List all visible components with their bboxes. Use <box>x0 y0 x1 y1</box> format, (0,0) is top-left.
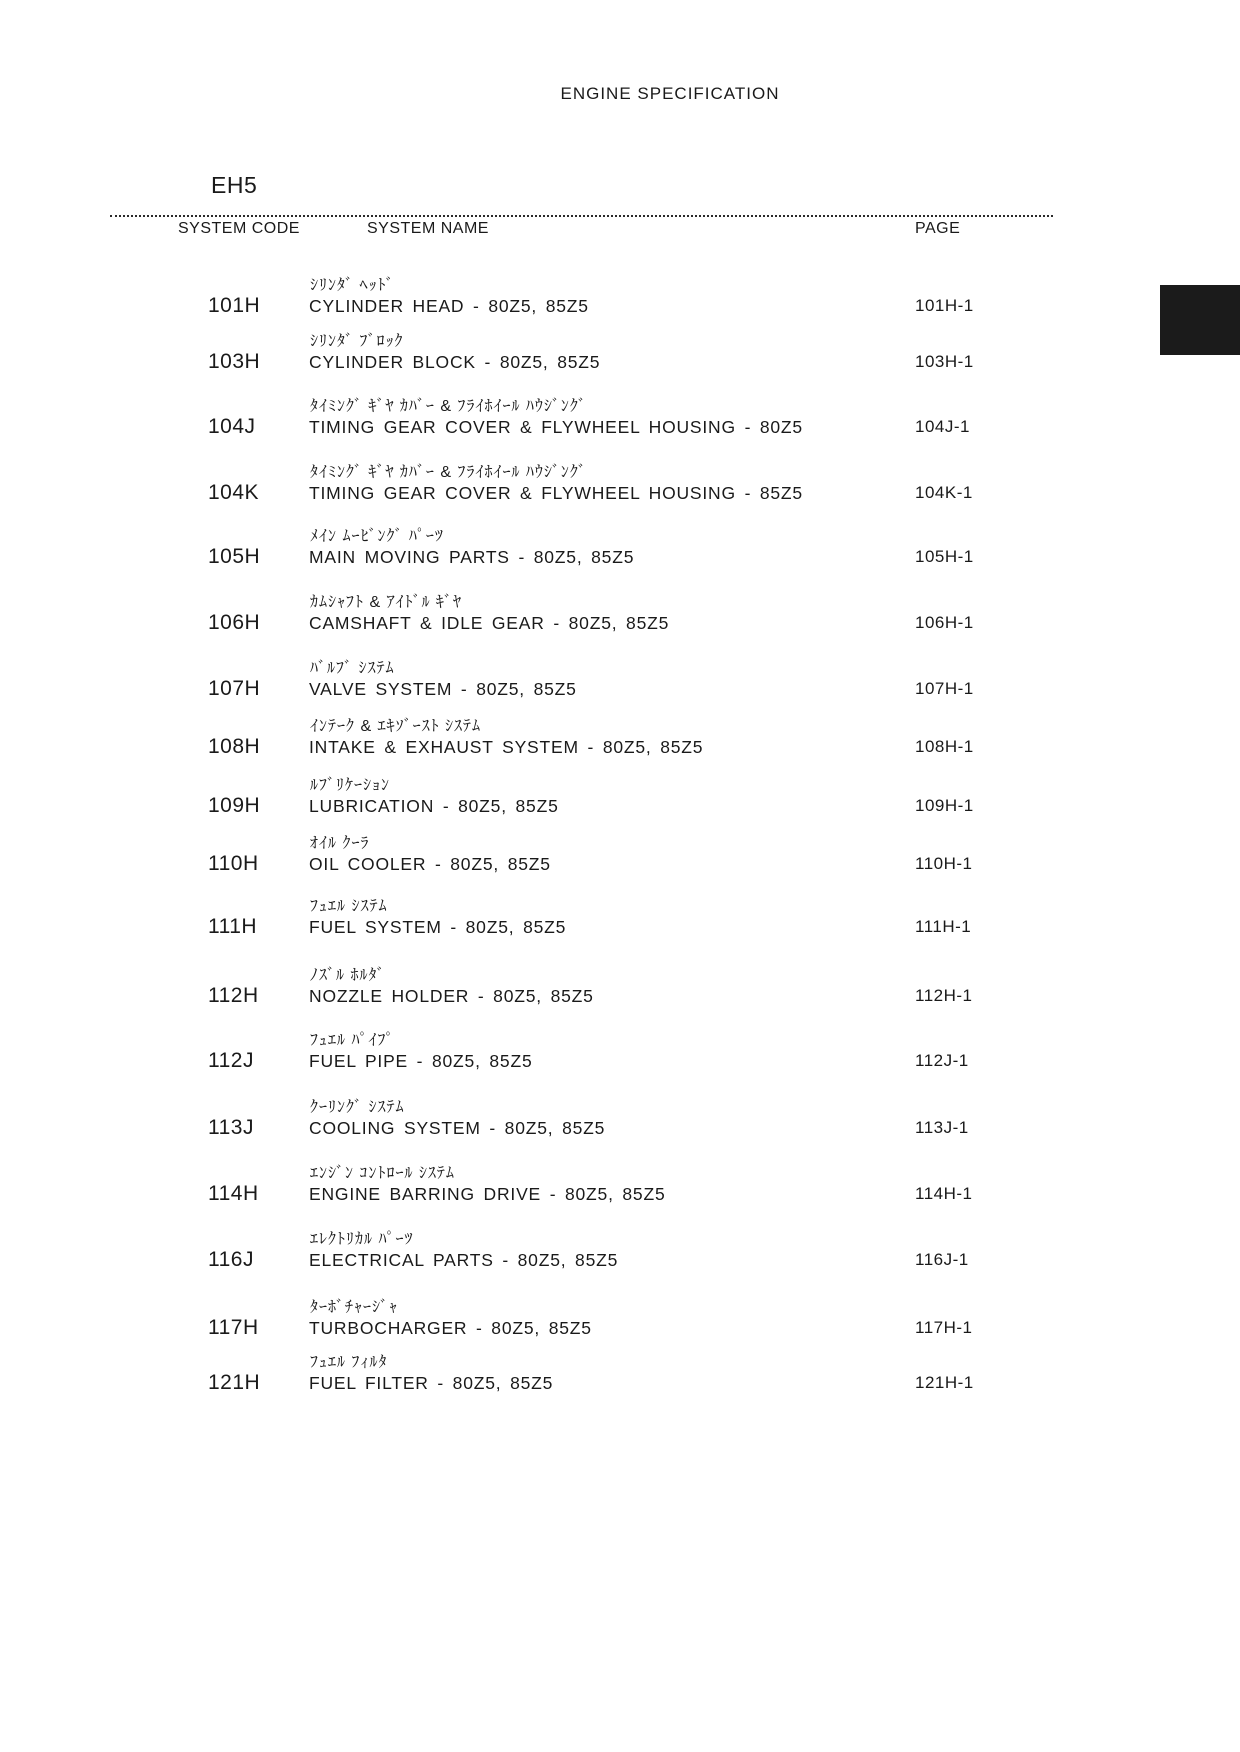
system-name-japanese: ｲﾝﾃｰｸ & ｴｷｿﾞｰｽﾄ ｼｽﾃﾑ <box>310 718 482 735</box>
system-code: 109H <box>208 794 261 817</box>
system-name: TIMING GEAR COVER & FLYWHEEL HOUSING - 80Z5 <box>309 417 803 437</box>
page-reference: 106H-1 <box>915 613 974 632</box>
page-reference: 103H-1 <box>915 352 974 371</box>
table-row <box>0 1027 1240 1083</box>
table-row <box>0 1226 1240 1282</box>
system-name-japanese: ﾌｭｴﾙ ﾊﾟｲﾌﾟ <box>310 1032 395 1049</box>
page-reference: 110H-1 <box>915 854 973 873</box>
table-row <box>0 893 1240 949</box>
system-name: CAMSHAFT & IDLE GEAR - 80Z5, 85Z5 <box>309 613 670 633</box>
table-row <box>0 393 1240 449</box>
page-reference: 104K-1 <box>915 483 973 502</box>
table-row <box>0 713 1240 769</box>
column-header-system-name: SYSTEM NAME <box>367 220 489 237</box>
page-reference: 114H-1 <box>915 1184 973 1203</box>
table-row <box>0 962 1240 1018</box>
system-name-japanese: ｼﾘﾝﾀﾞ ﾍｯﾄﾞ <box>310 277 395 294</box>
system-name: CYLINDER HEAD - 80Z5, 85Z5 <box>309 296 589 316</box>
table-row <box>0 655 1240 711</box>
system-code: 116J <box>208 1248 254 1271</box>
system-name: OIL COOLER - 80Z5, 85Z5 <box>309 854 551 874</box>
table-row <box>0 1160 1240 1216</box>
page-reference: 108H-1 <box>915 737 974 756</box>
system-name: VALVE SYSTEM - 80Z5, 85Z5 <box>309 679 577 699</box>
page-reference: 121H-1 <box>915 1373 974 1392</box>
system-name: LUBRICATION - 80Z5, 85Z5 <box>309 796 559 816</box>
system-name-japanese: ﾉｽﾞﾙ ﾎﾙﾀﾞ <box>310 967 386 984</box>
system-name: ENGINE BARRING DRIVE - 80Z5, 85Z5 <box>309 1184 666 1204</box>
system-name: FUEL SYSTEM - 80Z5, 85Z5 <box>309 917 567 937</box>
system-code: 104K <box>208 481 260 504</box>
system-name-japanese: ﾌｭｴﾙ ﾌｨﾙﾀ <box>310 1354 388 1371</box>
system-name-japanese: ｸｰﾘﾝｸﾞ ｼｽﾃﾑ <box>310 1099 405 1116</box>
system-name-japanese: ﾀｲﾐﾝｸﾞ ｷﾞﾔ ｶﾊﾞｰ & ﾌﾗｲﾎｲｰﾙ ﾊｳｼﾞﾝｸﾞ <box>310 398 587 415</box>
system-code: 106H <box>208 611 261 634</box>
page-reference: 116J-1 <box>915 1250 969 1269</box>
document-title: ENGINE SPECIFICATION <box>560 84 780 103</box>
table-row <box>0 1294 1240 1350</box>
table-row <box>0 1094 1240 1150</box>
page-reference: 107H-1 <box>915 679 974 698</box>
system-code: 108H <box>208 735 261 758</box>
system-code: 121H <box>208 1371 261 1394</box>
system-name: COOLING SYSTEM - 80Z5, 85Z5 <box>309 1118 606 1138</box>
system-code: 105H <box>208 545 261 568</box>
system-code: 114H <box>208 1182 259 1205</box>
page-reference: 101H-1 <box>915 296 974 315</box>
system-name-japanese: ﾀｰﾎﾞﾁｬｰｼﾞｬ <box>310 1299 399 1316</box>
system-name: NOZZLE HOLDER - 80Z5, 85Z5 <box>309 986 594 1006</box>
system-name-japanese: ﾀｲﾐﾝｸﾞ ｷﾞﾔ ｶﾊﾞｰ & ﾌﾗｲﾎｲｰﾙ ﾊｳｼﾞﾝｸﾞ <box>310 464 587 481</box>
system-name-japanese: ｼﾘﾝﾀﾞ ﾌﾞﾛｯｸ <box>310 333 404 350</box>
page-reference: 111H-1 <box>915 917 972 936</box>
section-index-tab <box>1160 285 1240 355</box>
system-code: 104J <box>208 415 256 438</box>
page-reference: 104J-1 <box>915 417 970 436</box>
table-row <box>0 328 1240 384</box>
system-name: MAIN MOVING PARTS - 80Z5, 85Z5 <box>309 547 635 567</box>
table-row <box>0 772 1240 828</box>
system-name: INTAKE & EXHAUST SYSTEM - 80Z5, 85Z5 <box>309 737 704 757</box>
page-reference: 112H-1 <box>915 986 973 1005</box>
system-name: FUEL FILTER - 80Z5, 85Z5 <box>309 1373 554 1393</box>
table-row <box>0 523 1240 579</box>
system-name-japanese: ﾒｲﾝ ﾑｰﾋﾞﾝｸﾞ ﾊﾟｰﾂ <box>310 528 444 545</box>
system-code: 110H <box>208 852 259 875</box>
table-row <box>0 830 1240 886</box>
system-code: 107H <box>208 677 261 700</box>
column-header-system-code: SYSTEM CODE <box>178 220 300 237</box>
system-code: 111H <box>208 915 258 938</box>
table-row <box>0 272 1240 328</box>
system-name: TIMING GEAR COVER & FLYWHEEL HOUSING - 85Z5 <box>309 483 803 503</box>
system-name-japanese: ｴﾝｼﾞﾝ ｺﾝﾄﾛｰﾙ ｼｽﾃﾑ <box>310 1165 455 1182</box>
system-name-japanese: ｶﾑｼｬﾌﾄ & ｱｲﾄﾞﾙ ｷﾞﾔ <box>310 594 463 611</box>
system-name: ELECTRICAL PARTS - 80Z5, 85Z5 <box>309 1250 619 1270</box>
system-name-japanese: ﾙﾌﾞﾘｹｰｼｮﾝ <box>310 777 391 794</box>
table-row <box>0 589 1240 645</box>
system-code: 112J <box>208 1049 254 1072</box>
system-name: TURBOCHARGER - 80Z5, 85Z5 <box>309 1318 592 1338</box>
system-code: 117H <box>208 1316 259 1339</box>
system-name-japanese: ﾌｭｴﾙ ｼｽﾃﾑ <box>310 898 388 915</box>
table-row <box>0 459 1240 515</box>
page-reference: 113J-1 <box>915 1118 969 1137</box>
system-code: 113J <box>208 1116 254 1139</box>
system-name-japanese: ｴﾚｸﾄﾘｶﾙ ﾊﾟｰﾂ <box>310 1231 414 1248</box>
column-header-page: PAGE <box>915 220 961 237</box>
page-reference: 117H-1 <box>915 1318 973 1337</box>
system-name: FUEL PIPE - 80Z5, 85Z5 <box>309 1051 533 1071</box>
page-reference: 112J-1 <box>915 1051 969 1070</box>
page-reference: 105H-1 <box>915 547 974 566</box>
page-reference: 109H-1 <box>915 796 974 815</box>
system-code: 101H <box>208 294 261 317</box>
system-code: 112H <box>208 984 259 1007</box>
system-name-japanese: ﾊﾞﾙﾌﾞ ｼｽﾃﾑ <box>310 660 395 677</box>
system-code: 103H <box>208 350 261 373</box>
table-row <box>0 1349 1240 1405</box>
system-name-japanese: ｵｲﾙ ｸｰﾗ <box>310 835 370 852</box>
system-name: CYLINDER BLOCK - 80Z5, 85Z5 <box>309 352 601 372</box>
model-code: EH5 <box>211 172 258 198</box>
